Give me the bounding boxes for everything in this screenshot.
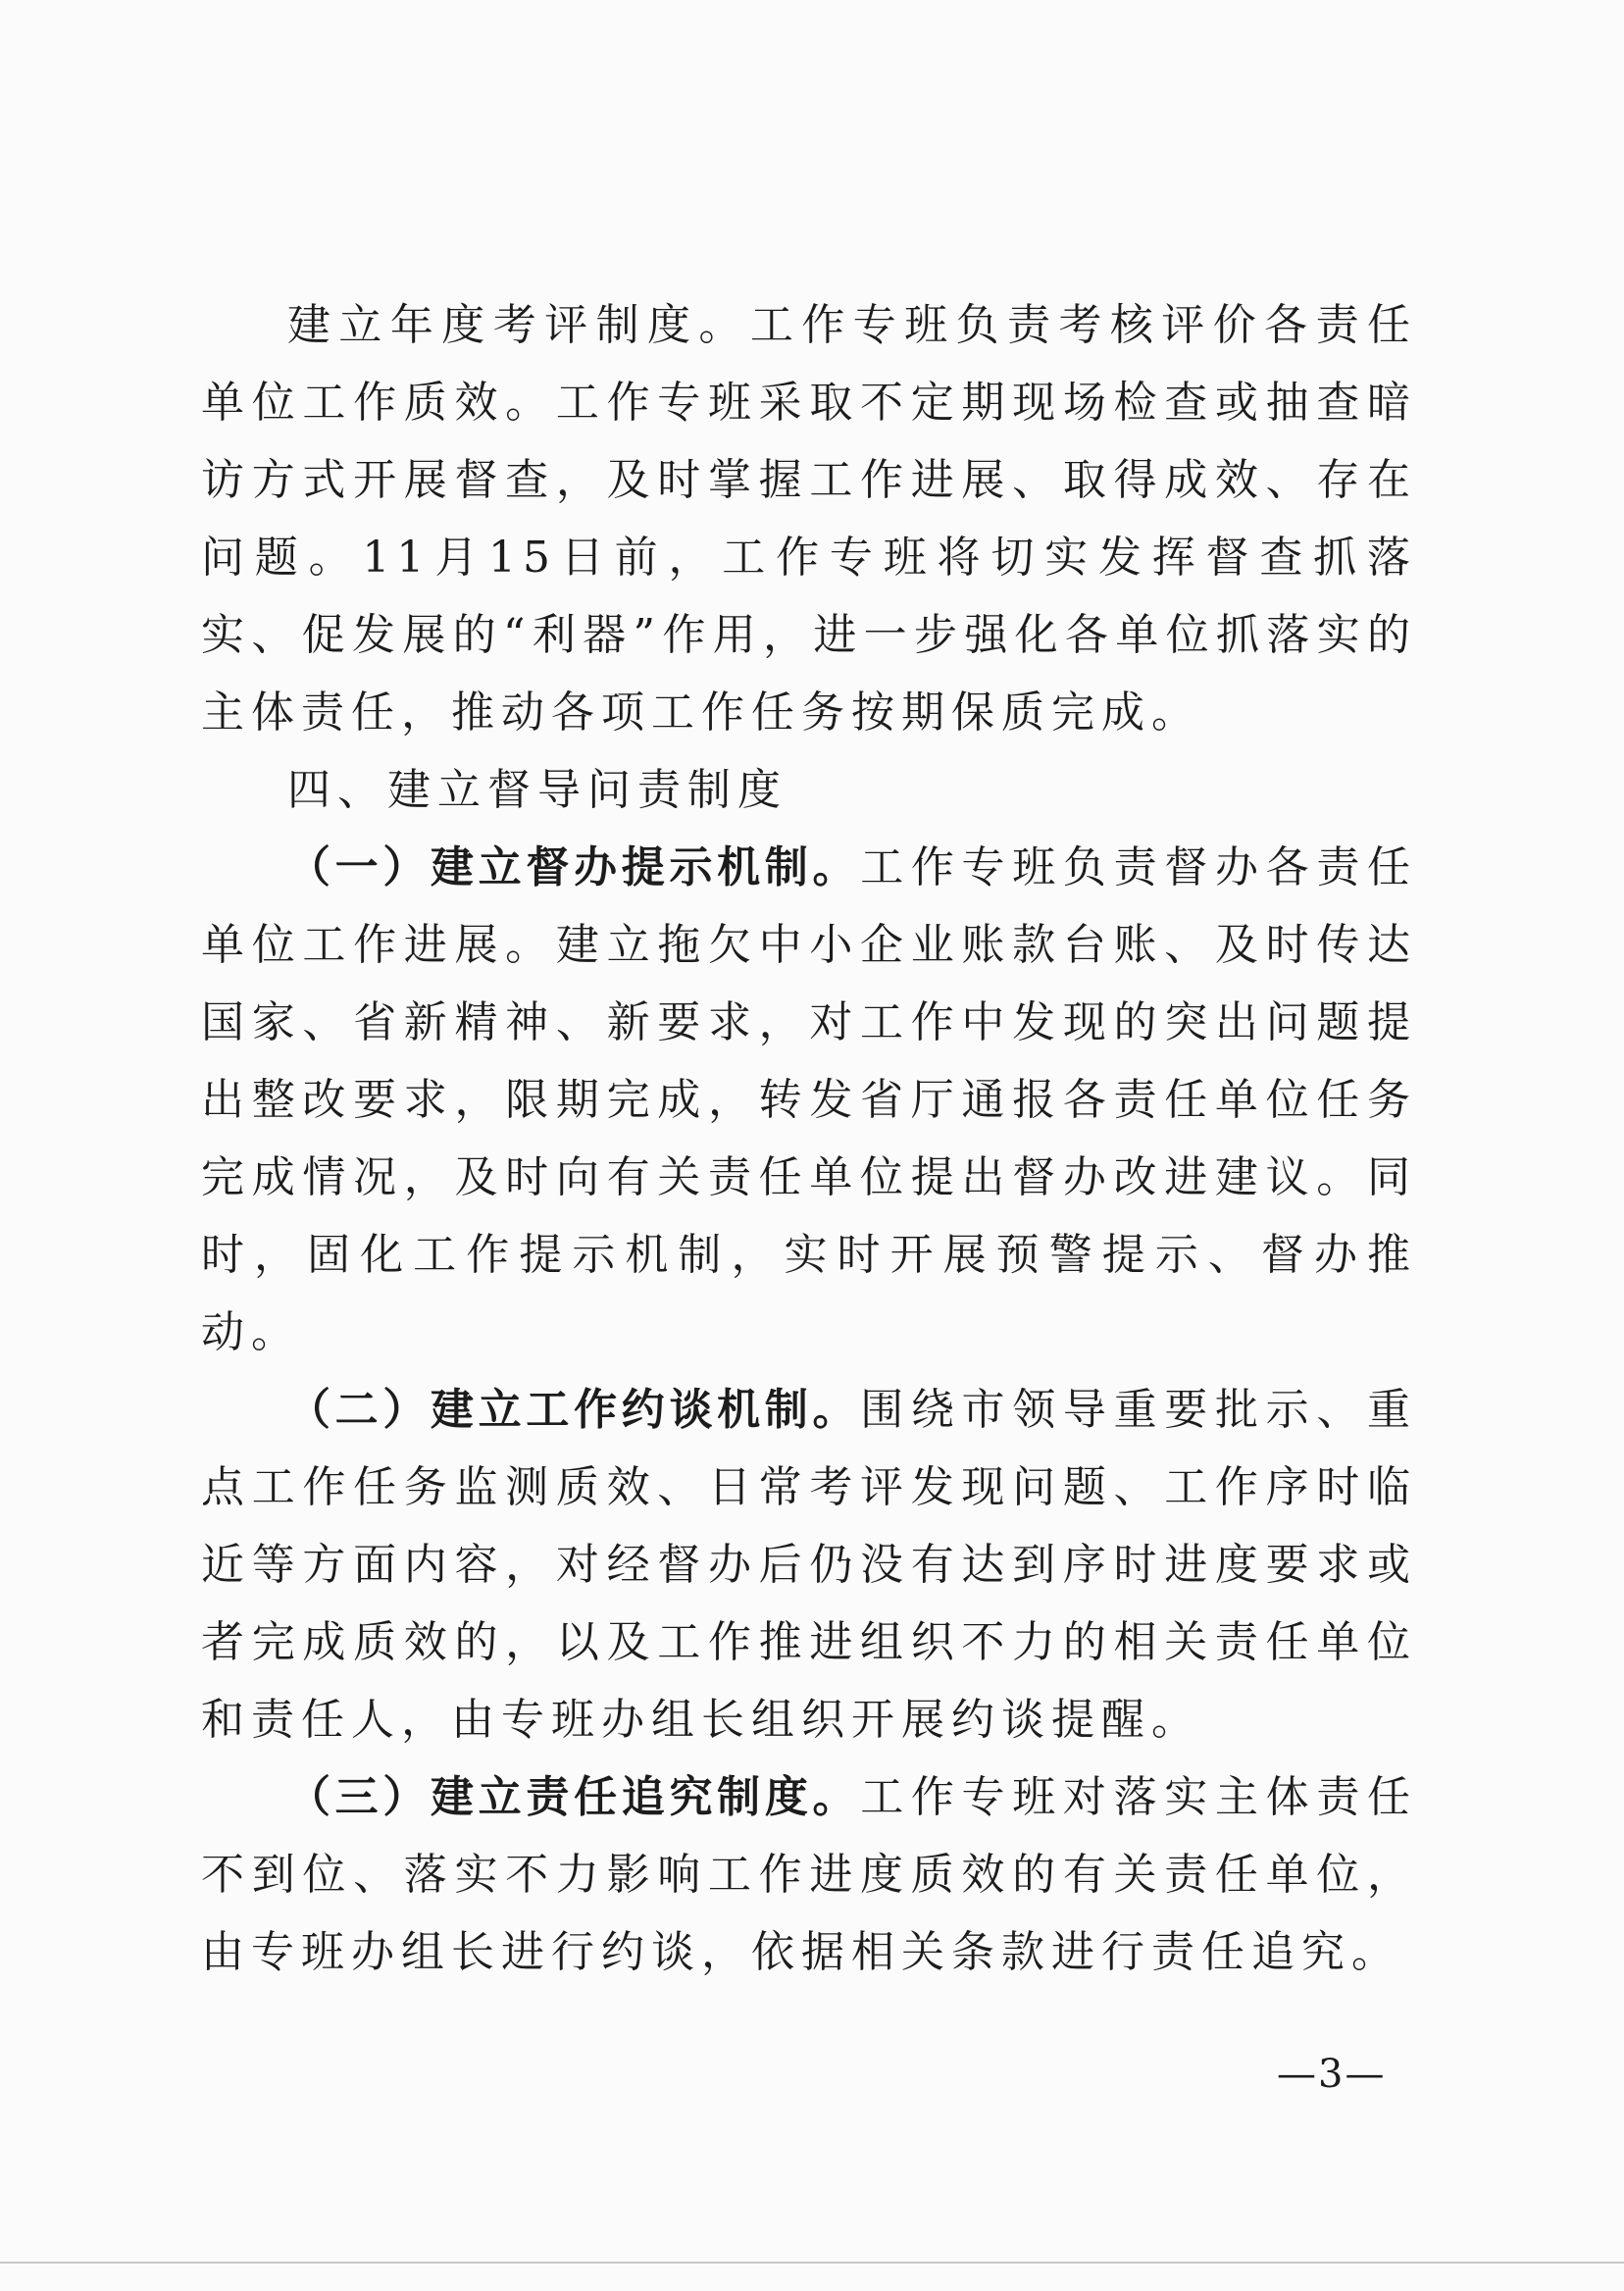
page-number: —3— xyxy=(1277,2052,1387,2097)
paragraph-supervision-prompt xyxy=(201,829,1417,1371)
section-heading: 四、建立督导问责制度 xyxy=(287,765,787,815)
document-body xyxy=(201,286,1417,1991)
paragraph-interview-mechanism xyxy=(201,1371,1417,1758)
paragraph-accountability xyxy=(201,1758,1417,1991)
paragraph-annual-review xyxy=(201,286,1417,751)
paragraph-text: 工作专班对落实主体责任不到位、落实不力影响工作进度质效的有关责任单位，由专班办组长进行约谈，依据相关条款进行责任追究。 xyxy=(201,1772,1418,1977)
paragraph-text: 建立年度考评制度。工作专班负责考核评价各责任单位工作质效。工作专班采取不定期现场检查或抽查暗访方式开展督查，及时掌握工作进展、取得成效、存在问题。11月15日前，工作专班将切实发挥督查抓落实、促发展的“利器”作用，进一步强化各单位抓落实的主体责任，推动各项工作任务按期保质完成。 xyxy=(201,300,1417,738)
paragraph-lead: （二）建立工作约谈机制。 xyxy=(287,1385,861,1435)
paragraph-lead: （三）建立责任追究制度。 xyxy=(287,1772,861,1822)
paragraph-text: 围绕市领导重要批示、重点工作任务监测质效、日常考评发现问题、工作序时临近等方面内容，对经督办后仍没有达到序时进度要求或者完成质效的，以及工作推进组织不力的相关责任单位和责任人，由专班办组长组织开展约谈提醒。 xyxy=(201,1385,1418,1745)
paragraph-text: 工作专班负责督办各责任单位工作进展。建立拖欠中小企业账款台账、及时传达国家、省新精神、新要求，对工作中发现的突出问题提出整改要求，限期完成，转发省厅通报各责任单位任务完成情况，及时向有关责任单位提出督办改进建议。同时，固化工作提示机制，实时开展预警提示、督办推动。 xyxy=(201,842,1418,1357)
page-bottom-edge xyxy=(0,2262,1624,2264)
paragraph-lead: （一）建立督办提示机制。 xyxy=(287,842,861,892)
